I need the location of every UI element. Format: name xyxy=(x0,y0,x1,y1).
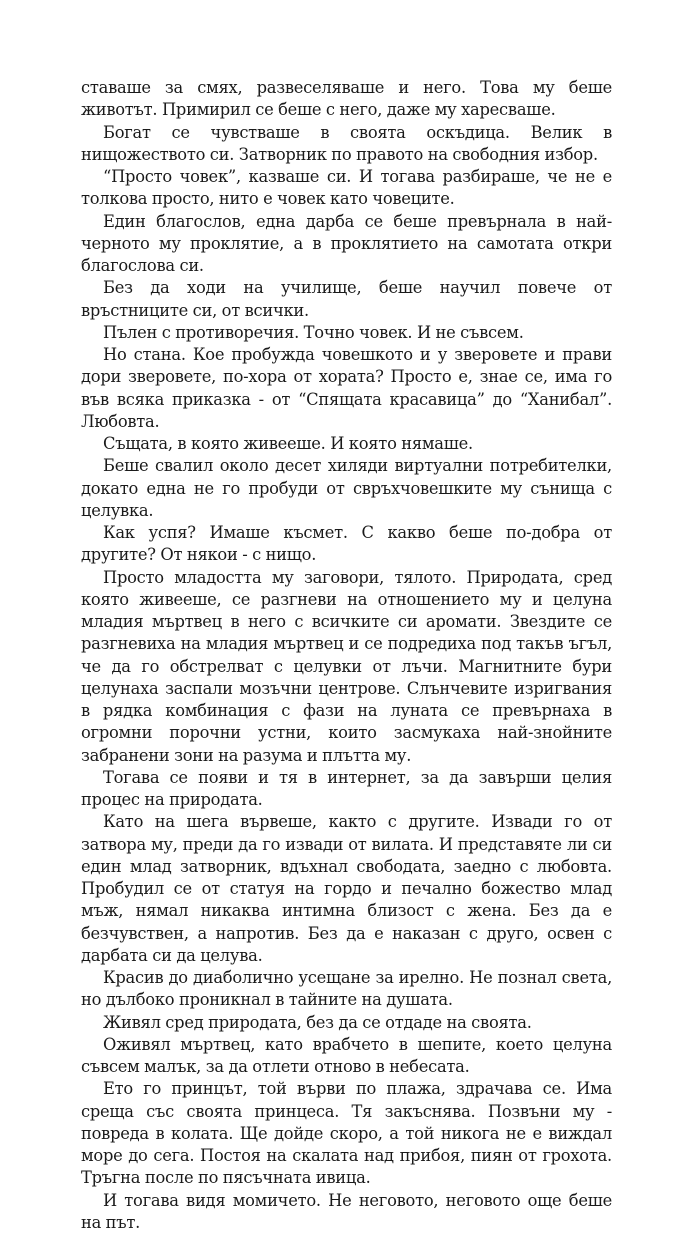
paragraph: Живял сред природата, без да се отдаде на своята. xyxy=(81,1012,612,1034)
paragraph: Без да ходи на училище, беше научил повече от връстниците си, от всички. xyxy=(81,277,612,322)
body-text xyxy=(81,77,612,1234)
paragraph: Пълен с противоречия. Точно човек. И не съвсем. xyxy=(81,322,612,344)
paragraph: Като на шега вървеше, както с другите. Извади го от затвора му, преди да го извади от вилата. И представяте ли си един млад затворник, вдъхнал свободата, заедно с любовта. Пробудил се от статуя на гордо и печално божество млад мъж, нямал никаква интимна близост с жена. Без да е безчувствен, а напротив. Без да е наказан с друго, освен с дарбата си да целува. xyxy=(81,811,612,967)
paragraph: И тогава видя момичето. Не неговото, неговото още беше на път. xyxy=(81,1190,612,1234)
paragraph: Как успя? Имаше късмет. С какво беше по-добра от другите? От някои - с нищо. xyxy=(81,522,612,567)
paragraph: Просто младостта му заговори, тялото. Природата, сред която живееше, се разгневи на отношението му и целуна младия мъртвец в него с всичките си аромати. Звездите се разгневиха на младия мъртвец и се подредиха под такъв ъгъл, че да го обстрелват с целувки от лъчи. Магнитните бури целунаха заспали мозъчни центрове. Слънчевите изригвания в рядка комбинация с фази на луната се превърнаха в огромни порочни устни, които засмукаха най-знойните забранени зони на разума и плътта му. xyxy=(81,567,612,767)
paragraph: Красив до диаболично усещане за ирелно. Не познал света, но дълбоко проникнал в тайните на душата. xyxy=(81,967,612,1012)
paragraph: Същата, в която живееше. И която нямаше. xyxy=(81,433,612,455)
paragraph: ставаше за смях, развеселяваше и него. Това му беше животът. Примирил се беше с него, даже му харесваше. xyxy=(81,77,612,122)
paragraph: Беше свалил около десет хиляди виртуални потребителки, докато една не го пробуди от свръхчовешките му сънища с целувка. xyxy=(81,455,612,522)
paragraph: Ето го принцът, той върви по плажа, здрачава се. Има среща със своята принцеса. Тя закъснява. Позвъни му - повреда в колата. Ще дойде скоро, а той никога не е виждал море до сега. Постоя на скалата над прибоя, пиян от грохота. Тръгна после по пясъчната ивица. xyxy=(81,1078,612,1189)
paragraph: Един благослов, една дарба се беше превърнала в най-черното му проклятие, а в проклятието на самотата откри благослова си. xyxy=(81,211,612,278)
paragraph: Богат се чувстваше в своята оскъдица. Велик в нищожеството си. Затворник по правото на свободния избор. xyxy=(81,122,612,167)
paragraph: “Просто човек”, казваше си. И тогава разбираше, че не е толкова просто, нито е човек като човеците. xyxy=(81,166,612,211)
paragraph: Но стана. Кое пробужда човешкото и у зверовете и прави дори зверовете, по-хора от хората? Просто е, знае се, има го във всяка приказка - от “Спящата красавица” до “Ханибал”. Любовта. xyxy=(81,344,612,433)
paragraph: Оживял мъртвец, като врабчето в шепите, което целуна съвсем малък, за да отлети отново в небесата. xyxy=(81,1034,612,1079)
paragraph: Тогава се появи и тя в интернет, за да завърши целия процес на природата. xyxy=(81,767,612,812)
